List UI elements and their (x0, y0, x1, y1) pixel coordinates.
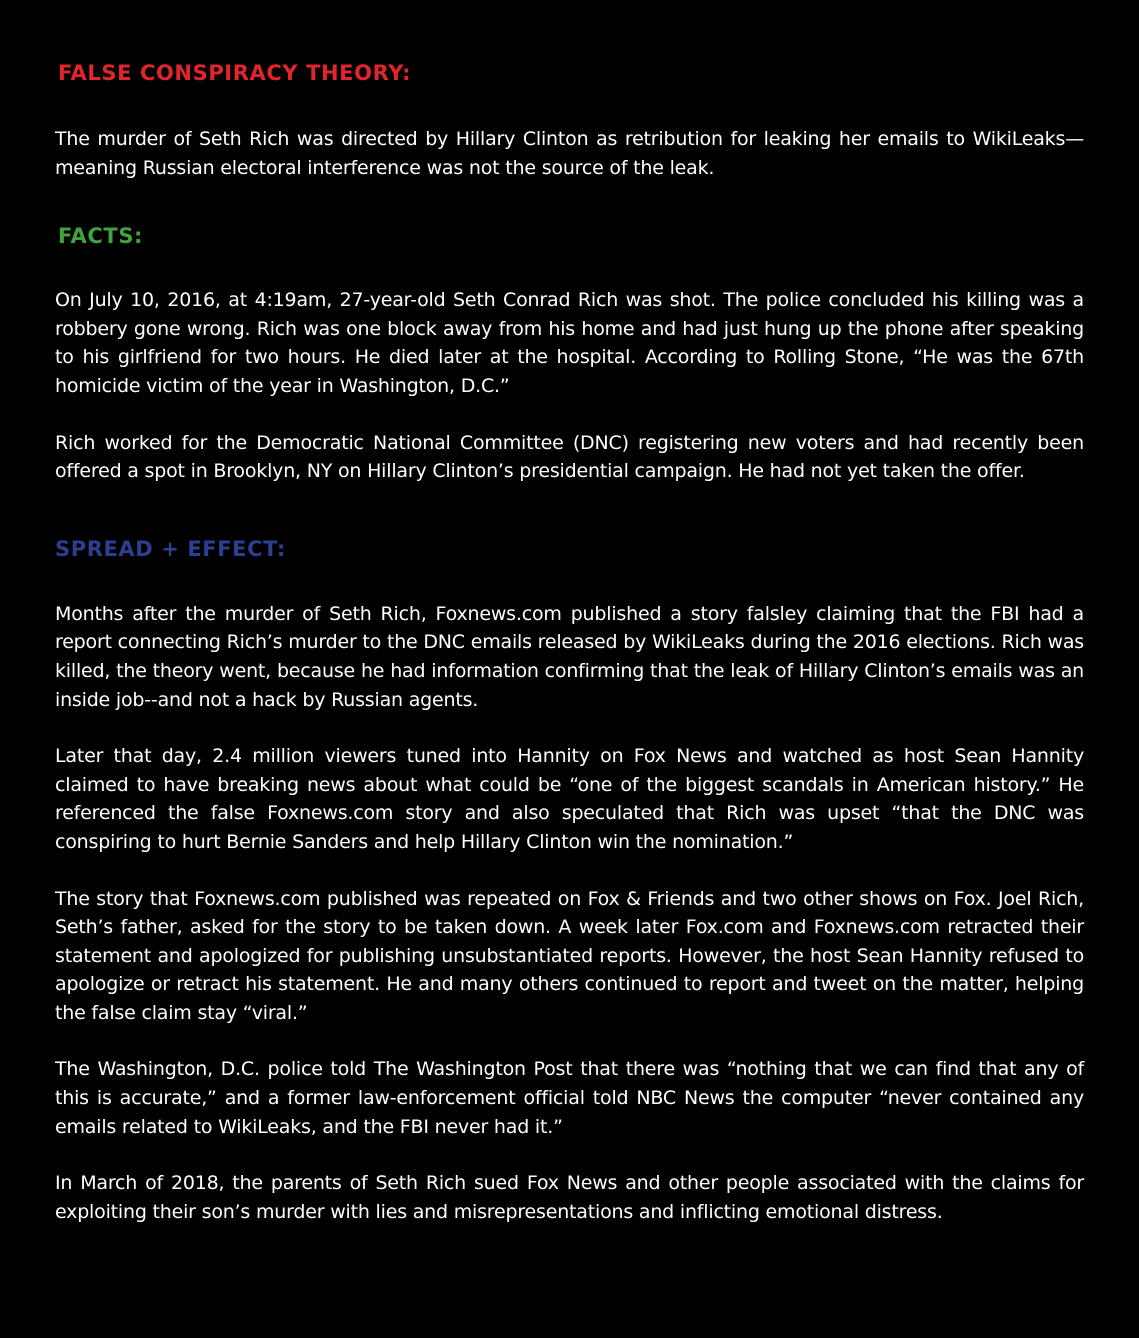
spread-heading: SPREAD + EFFECT: (55, 536, 286, 561)
spread-paragraph-1: Months after the murder of Seth Rich, Foxnews.com published a story falsley claiming that the FBI had a report connecting Rich’s murder to the DNC emails released by WikiLeaks during the 2016 elections. Rich was killed, the theory went, because he had information confirming that the leak of Hillary Clinton’s emails was an inside job--and not a hack by Russian agents. (55, 602, 1084, 711)
false-theory-heading: FALSE CONSPIRACY THEORY: (58, 61, 412, 85)
spread-paragraph-3: The story that Foxnews.com published was repeated on Fox & Friends and two other shows on Fox. Joel Rich, Seth’s father, asked for the story to be taken down. A week later Fox.com and Foxnews.com retracted their statement and apologized for publishing unsubstantiated reports. However, the host Sean Hannity refused to apologize or retract his statement. He and many others continued to report and tweet on the matter, helping the false claim stay “viral.” (55, 887, 1084, 1024)
spread-paragraph-2: Later that day, 2.4 million viewers tuned into Hannity on Fox News and watched as host Sean Hannity claimed to have breaking news about what could be “one of the biggest scandals in American history.” He referenced the false Foxnews.com story and also speculated that Rich was upset “that the DNC was conspiring to hurt Bernie Sanders and help Hillary Clinton win the nomination.” (55, 745, 1084, 853)
false-theory-paragraph: The murder of Seth Rich was directed by Hillary Clinton as retribution for leaking her emails to WikiLeaks—meaning Russian electoral interference was not the source of the leak. (55, 128, 1084, 179)
document-page (55, 58, 1084, 1226)
spread-paragraph-4: The Washington, D.C. police told The Washington Post that there was “nothing that we can find that any of this is accurate,” and a former law-enforcement official told NBC News the computer “never contained any emails related to WikiLeaks, and the FBI never had it.” (55, 1058, 1084, 1138)
spread-paragraph-5: In March of 2018, the parents of Seth Rich sued Fox News and other people associated with the claims for exploiting their son’s murder with lies and misrepresentations and inflicting emotional distress. (55, 1172, 1084, 1223)
facts-paragraph-1: On July 10, 2016, at 4:19am, 27-year-old Seth Conrad Rich was shot. The police concluded his killing was a robbery gone wrong. Rich was one block away from his home and had just hung up the phone after speaking to his girlfriend for two hours. He died later at the hospital. According to Rolling Stone, “He was the 67th homicide victim of the year in Washington, D.C.” (55, 289, 1084, 397)
facts-paragraph-2: Rich worked for the Democratic National Committee (DNC) registering new voters and had recently been offered a spot in Brooklyn, NY on Hillary Clinton’s presidential campaign. He had not yet taken the offer. (55, 431, 1084, 483)
facts-heading: FACTS: (58, 224, 144, 249)
